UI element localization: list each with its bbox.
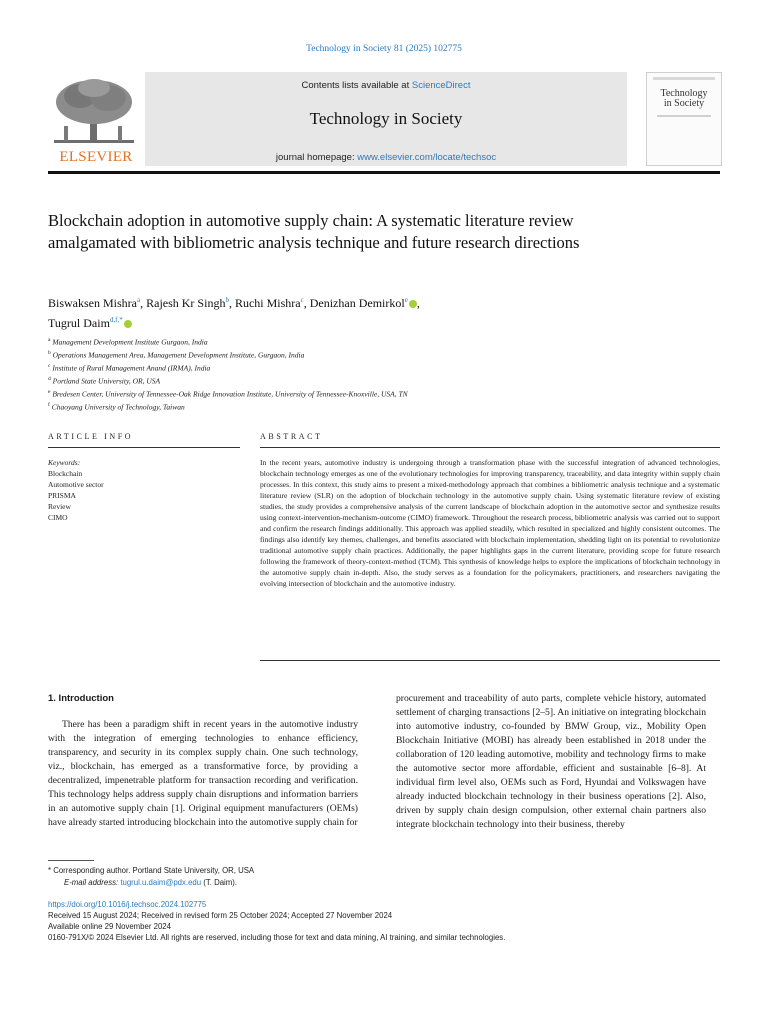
author-sup[interactable]: c	[300, 296, 304, 304]
keyword-item: Blockchain	[48, 469, 83, 478]
affiliations	[48, 335, 708, 413]
orcid-icon[interactable]	[409, 300, 417, 308]
author-item	[146, 296, 235, 310]
author-name[interactable]: Biswaksen Mishra	[48, 296, 137, 310]
publisher-wordmark: ELSEVIER	[59, 149, 133, 165]
homepage-prefix: journal homepage:	[275, 152, 355, 163]
journal-title: Technology in Society	[309, 109, 463, 128]
affiliation-sup: b	[48, 350, 51, 356]
masthead-rule	[48, 171, 720, 174]
affiliation-item	[48, 387, 708, 400]
abstract-end-rule	[260, 660, 720, 661]
author-sep: ,	[303, 296, 310, 310]
author-sep: ,	[228, 296, 235, 310]
author-item	[310, 296, 420, 310]
doi-link[interactable]: https://doi.org/10.1016/j.techsoc.2024.102775	[48, 900, 207, 909]
keyword-item: Review	[48, 502, 71, 511]
cover-bar	[653, 77, 715, 80]
author-sup[interactable]: d,f,*	[109, 316, 123, 324]
affiliation-text: Management Development Institute Gurgaon, India	[52, 337, 208, 347]
history-line: Received 15 August 2024; Received in revised form 25 October 2024; Accepted 27 November 2024	[48, 911, 393, 920]
cover-title	[647, 89, 721, 109]
journal-masthead	[48, 70, 720, 168]
email-link[interactable]: tugrul.u.daim@pdx.edu	[120, 878, 202, 887]
article-info-rule	[48, 447, 240, 448]
keywords-label: Keywords:	[48, 458, 81, 467]
affiliation-sup: c	[48, 363, 51, 369]
keyword-item: PRISMA	[48, 491, 76, 500]
author-item	[48, 296, 146, 310]
footnote	[48, 865, 468, 889]
article-info-heading: ARTICLE INFO	[48, 432, 134, 441]
affiliation-sup: e	[48, 389, 51, 395]
running-head[interactable]: Technology in Society 81 (2025) 102775	[306, 44, 462, 54]
author-item	[235, 296, 310, 310]
keyword-item: CIMO	[48, 513, 68, 522]
body-paragraph: procurement and traceability of auto parts, complete vehicle history, automated settlement of charging transactions [2–5]. An initiative on integrating blockchain into automotive industry, co-founded by BMW Group, viz., Mobility Open Blockchain Initiative (MOBI) has already been established in 2018 under the collaboration of 120 leading automotive, mobility and technology firms to make the automotive sector more affordable, efficient and sustainable [6–8]. At individual firm level also, OEMs such as Ford, Hyundai and Volkswagen have already inducted blockchain technology in their business operations [2]. Also, driven by supply chain design compulsion, other external chain partners also integrate blockchain technology into their business, thereby	[396, 693, 706, 830]
author-sep: ,	[140, 296, 147, 310]
cover-title-line-2: in Society	[663, 98, 705, 109]
author-sup[interactable]: b	[225, 296, 229, 304]
abstract-heading: ABSTRACT	[260, 432, 323, 441]
section-heading-introduction: 1. Introduction	[48, 693, 114, 704]
keyword-item: Automotive sector	[48, 480, 104, 489]
affiliation-item	[48, 400, 708, 413]
affiliation-text: Portland State University, OR, USA	[52, 376, 161, 386]
journal-header-box	[145, 72, 627, 166]
copyright-line: 0160-791X/© 2024 Elsevier Ltd. All rights are reserved, including those for text and data mining, AI training, and similar technologies.	[48, 933, 506, 942]
affiliation-item	[48, 374, 708, 387]
homepage-line	[145, 152, 627, 163]
contents-prefix: Contents lists available at	[301, 80, 410, 91]
affiliation-text: Operations Management Area, Management Development Institute, Gurgaon, India	[52, 350, 305, 360]
author-name[interactable]: Rajesh Kr Singh	[146, 296, 226, 310]
body-paragraph: There has been a paradigm shift in recent years in the automotive industry with the integration of emerging technologies to enhance efficiency, transparency, and security in its complex supply chain. One such technology, viz., blockchain, has emerged as a transformative force, by providing a decentralized, impenetrable platform for transaction recording and verification. This technology helps address supply chain disruptions and information barriers in an automotive supply chain [1]. Original equipment manufacturers (OEMs) have already started introducing blockchain into the automotive supply chain for	[48, 719, 358, 828]
body-column-left	[48, 692, 358, 830]
affiliation-text: Institute of Rural Management Anand (IRMA), India	[52, 363, 211, 373]
cover-rule	[657, 115, 711, 117]
author-item	[48, 316, 132, 330]
abstract-text: In the recent years, automotive industry is undergoing through a transformation phase with the successful integration of advanced technologies, blockchain technology emerges as one of the evolutionary technologies for improving transparency, traceability, and data integrity within supply chain processes. In this context, this study aims to present a mixed-methodology approach that combines a bibliometric analysis technique and a systematic literature review (SLR) on the adoption of blockchain technology in the automotive supply chain. Using systematic literature review of existing studies, the study provides a comprehensive analysis of the current landscape of blockchain adoption in the automotive sector and synthesize results using context-intervention-mechanism-outcome (CIMO) framework. Throughout the research process, bibliometric analysis was carried out to support and confirm the research findings additionally. This approach was applied steadily, which resulted in specialized and highly consistent outcomes. The findings also identify key themes, challenges, and benefits associated with blockchain implementation, shedding light on its potential to revolutionize traditional automotive supply chain practices. Additionally, the paper highlights gaps in the current literature, providing scope for future research following the framework of theory-context-method (TCM). This synthesis of knowledge helps to explore the implications of blockchain technology in the automotive supply chain in-depth. Also, the study serves as a foundation for the policymakers, practitioners, and researchers navigating the evolving intersection of blockchain and the automotive industry.	[260, 458, 720, 588]
author-sup[interactable]: a	[137, 296, 141, 304]
article-title: Blockchain adoption in automotive supply chain: A systematic literature review amalgamated with bibliometric analysis technique and future research directions	[48, 211, 580, 252]
available-online-line: Available online 29 November 2024	[48, 922, 171, 931]
affiliation-item	[48, 335, 708, 348]
abstract-rule	[260, 447, 720, 448]
email-suffix: (T. Daim).	[203, 878, 238, 887]
affiliation-item	[48, 361, 708, 374]
cover-title-line-1: Technology	[660, 88, 708, 99]
author-sup[interactable]: e	[404, 296, 408, 304]
affiliation-sup: f	[48, 402, 50, 408]
author-name[interactable]: Ruchi Mishra	[234, 296, 301, 310]
author-list	[48, 292, 688, 332]
keywords-block	[48, 457, 240, 523]
author-name[interactable]: Denizhan Demirkol	[309, 296, 405, 310]
article-meta	[48, 899, 728, 943]
author-sep: ,	[416, 296, 420, 310]
affiliation-text: Chaoyang University of Technology, Taiwan	[51, 402, 185, 412]
footnote-rule	[48, 860, 94, 861]
publisher-logo[interactable]	[48, 70, 144, 168]
homepage-link[interactable]: www.elsevier.com/locate/techsoc	[357, 152, 497, 163]
contents-line	[145, 80, 627, 91]
affiliation-text: Bredesen Center, University of Tennessee-Oak Ridge Innovation Institute, University of Tennessee-Knoxville, USA, TN	[52, 389, 408, 399]
body-column-right	[396, 692, 706, 832]
affiliation-item	[48, 348, 708, 361]
sciencedirect-link[interactable]: ScienceDirect	[411, 80, 471, 91]
email-label: E-mail address:	[64, 878, 119, 887]
journal-cover-thumbnail[interactable]	[646, 72, 722, 166]
email-line	[48, 877, 468, 889]
affiliation-sup: a	[48, 337, 51, 343]
affiliation-sup: d	[48, 376, 51, 382]
elsevier-tree-icon	[50, 76, 138, 146]
orcid-icon[interactable]	[124, 320, 132, 328]
corresponding-author-note: * Corresponding author. Portland State University, OR, USA	[48, 866, 255, 875]
author-name[interactable]: Tugrul Daim	[48, 316, 110, 330]
